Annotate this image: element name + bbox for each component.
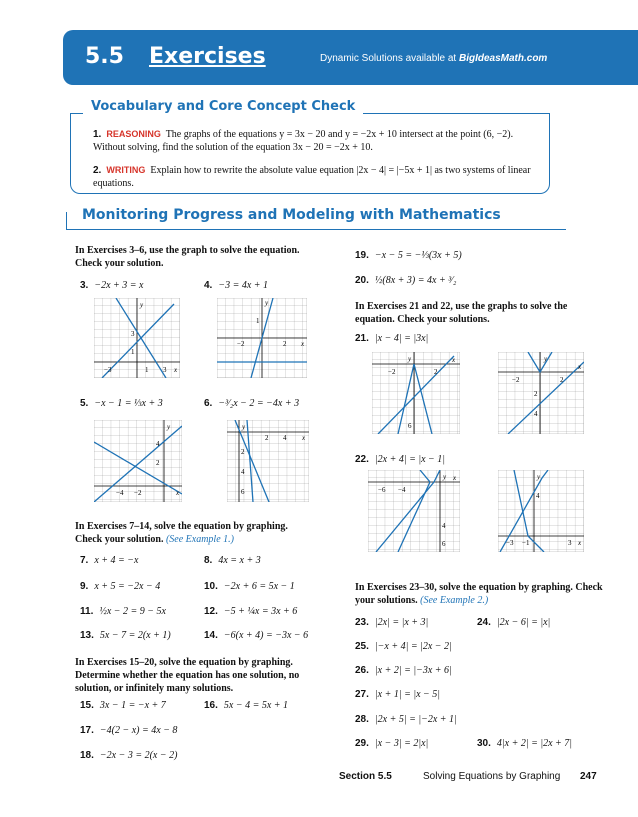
tick-label: 3 — [568, 539, 572, 547]
instruction-21-22: In Exercises 21 and 22, use the graphs to solve the equation. Check your solutions. — [355, 301, 568, 325]
divider — [70, 113, 84, 114]
tick-label: 2 — [534, 390, 538, 398]
exercise-14: 14. −6(x + 4) = −3x − 6 — [204, 630, 309, 641]
exercise-24: 24. |2x − 6| = |x| — [477, 617, 551, 628]
exercise-13: 13. 5x − 7 = 2(x + 1) — [80, 630, 171, 641]
y-label: y — [408, 355, 412, 363]
exercise-30: 30. 4|x + 2| = |2x + 7| — [477, 738, 573, 749]
y-label: y — [537, 473, 541, 481]
tick-label: 2 — [434, 368, 438, 376]
divider — [66, 229, 566, 230]
tick-label: −2 — [237, 340, 245, 348]
graph-ex22-right — [498, 470, 584, 552]
tick-label: 4 — [283, 434, 287, 442]
instruction-7-14: In Exercises 7–14, solve the equation by graphing. Check your solution. (See Example 1.) — [75, 521, 288, 545]
x-label: x — [578, 363, 582, 371]
exercise-7: 7. x + 4 = −x — [80, 555, 139, 566]
tick-label: −3 — [506, 539, 514, 547]
tick-label: −2 — [388, 368, 396, 376]
tick-label: −3 — [104, 366, 112, 374]
exercise-16: 16. 5x − 4 = 5x + 1 — [204, 700, 289, 711]
site-link[interactable]: BigIdeasMath.com — [458, 53, 548, 64]
exercise-19: 19. −x − 5 = −⅓(3x + 5) — [355, 250, 462, 261]
tick-label: 4 — [156, 440, 160, 448]
divider — [66, 212, 67, 230]
instruction-3-6: In Exercises 3–6, use the graph to solve the equation. Check your solution. — [75, 245, 300, 269]
tick-label: 4 — [442, 522, 446, 530]
x-label: x — [302, 434, 306, 442]
tick-label: 2 — [241, 448, 245, 456]
graph-ex21-left — [372, 352, 460, 434]
y-label: y — [140, 301, 144, 309]
divider — [338, 113, 550, 114]
tick-label: −2 — [134, 489, 142, 497]
exercise-6: 6. −³⁄₂x − 2 = −4x + 3 — [204, 398, 300, 409]
dynamic-solutions-note: Dynamic Solutions available at BigIdeasMath.com — [320, 53, 548, 64]
exercise-27: 27. |x + 1| = |x − 5| — [355, 689, 441, 700]
exercise-2: 2. WRITING Explain how to rewrite the absolute value equation |2x − 4| = |−5x + 1| as two systems of linear equations. — [93, 165, 531, 189]
y-label: y — [544, 355, 548, 363]
footer-title: Solving Equations by Graphing — [423, 771, 561, 782]
exercise-11: 11. ½x − 2 = 9 − 5x — [80, 606, 166, 617]
exercise-23: 23. |2x| = |x + 3| — [355, 617, 429, 628]
exercise-3: 3. −2x + 3 = x — [80, 280, 144, 291]
graph-ex3 — [94, 298, 180, 378]
tick-label: 1 — [256, 317, 260, 325]
tick-label: 6 — [241, 488, 245, 496]
x-label: x — [176, 489, 180, 497]
exercise-22: 22. |2x + 4| = |x − 1| — [355, 454, 446, 465]
tick-label: 6 — [408, 422, 412, 430]
exercise-20: 20. ½(8x + 3) = 4x + ³⁄₂ — [355, 275, 457, 286]
exercise-10: 10. −2x + 6 = 5x − 1 — [204, 581, 295, 592]
exercise-8: 8. 4x = x + 3 — [204, 555, 261, 566]
tick-label: 4 — [536, 492, 540, 500]
tick-label: 2 — [265, 434, 269, 442]
tick-label: 4 — [241, 468, 245, 476]
graph-ex4 — [217, 298, 307, 378]
y-label: y — [242, 423, 246, 431]
exercise-1: 1. REASONING The graphs of the equations y = 3x − 20 and y = −2x + 10 intersect at the point (6, −2). Without solving, find the solution of the equation 3x − 20 = −2x + 10. — [93, 129, 514, 153]
page-number: 247 — [580, 771, 597, 782]
tick-label: −4 — [116, 489, 124, 497]
y-label: y — [443, 473, 447, 481]
x-label: x — [453, 474, 457, 482]
y-label: y — [265, 299, 269, 307]
section-title: Exercises — [149, 44, 266, 69]
exercise-25: 25. |−x + 4| = |2x − 2| — [355, 641, 452, 652]
graph-ex22-left — [368, 470, 460, 552]
tick-label: 2 — [156, 459, 160, 467]
graph-ex21-right — [498, 352, 584, 434]
instruction-15-20: In Exercises 15–20, solve the equation by graphing. Determine whether the equation has one solution, no solution, or infinitely many solutions. — [75, 657, 300, 694]
section-number: 5.5 — [85, 44, 124, 69]
exercise-18: 18. −2x − 3 = 2(x − 2) — [80, 750, 178, 761]
tick-label: 1 — [131, 348, 135, 356]
x-label: x — [578, 539, 582, 547]
y-label: y — [167, 423, 171, 431]
monitoring-heading: Monitoring Progress and Modeling with Mathematics — [82, 207, 501, 223]
tick-label: 3 — [163, 366, 167, 374]
tick-label: −4 — [398, 486, 406, 494]
vocab-heading: Vocabulary and Core Concept Check — [83, 99, 363, 114]
exercise-17: 17. −4(2 − x) = 4x − 8 — [80, 725, 178, 736]
exercise-26: 26. |x + 2| = |−3x + 6| — [355, 665, 452, 676]
footer-section: Section 5.5 — [339, 771, 392, 782]
x-label: x — [174, 366, 178, 374]
tick-label: −6 — [378, 486, 386, 494]
exercise-4: 4. −3 = 4x + 1 — [204, 280, 269, 291]
tick-label: 3 — [131, 330, 135, 338]
exercise-5: 5. −x − 1 = ⅓x + 3 — [80, 398, 163, 409]
section-banner — [63, 30, 638, 85]
exercise-28: 28. |2x + 5| = |−2x + 1| — [355, 714, 457, 725]
exercise-15: 15. 3x − 1 = −x + 7 — [80, 700, 166, 711]
exercise-21: 21. |x − 4| = |3x| — [355, 333, 429, 344]
exercise-29: 29. |x − 3| = 2|x| — [355, 738, 429, 749]
x-label: x — [301, 340, 305, 348]
instruction-23-30: In Exercises 23–30, solve the equation by graphing. Check your solutions. (See Example 2.) — [355, 582, 603, 606]
graph-ex5 — [94, 420, 182, 502]
tick-label: 6 — [442, 540, 446, 548]
tick-label: −1 — [522, 539, 530, 547]
exercise-12: 12. −5 + ¼x = 3x + 6 — [204, 606, 298, 617]
tick-label: −2 — [512, 376, 520, 384]
exercise-9: 9. x + 5 = −2x − 4 — [80, 581, 161, 592]
x-label: x — [452, 356, 456, 364]
tick-label: 2 — [560, 376, 564, 384]
tick-label: 2 — [283, 340, 287, 348]
tick-label: 4 — [534, 410, 538, 418]
graph-ex6 — [227, 420, 309, 502]
tick-label: 1 — [145, 366, 149, 374]
